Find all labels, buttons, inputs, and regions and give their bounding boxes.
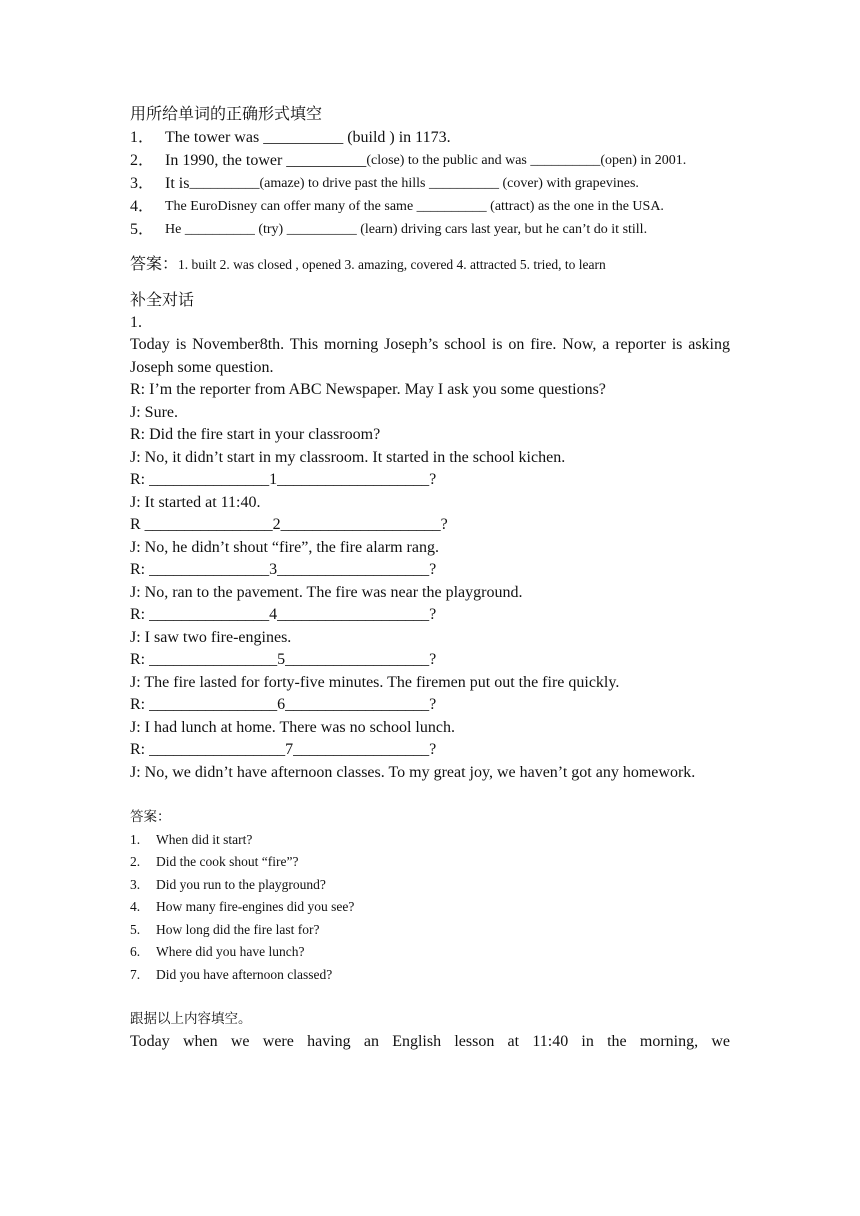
list-number: 5. [130,921,141,937]
exercise-item-3 [130,172,730,195]
list-item [130,919,730,942]
item-text: The tower was __________ (build ) in 1173. [165,129,451,146]
dialogue-line: J: It started at 11:40. [130,493,261,511]
list-text: How many fire-engines did you see? [156,899,355,914]
dialogue-line: J: No, he didn’t shout “fire”, the fire alarm rang. [130,538,439,556]
dialogue-blank-4: R: _______________4___________________? [130,606,437,623]
document-page [130,104,730,1053]
section-title-fill-blanks: 用所给单词的正确形式填空 [130,106,323,123]
exercise-item-5 [130,218,730,241]
item-text-part-b: (close) to the public and was __________(open) in 2001. [366,153,687,168]
dialogue-line: J: Sure. [130,403,178,421]
list-text: Did you run to the playground? [156,876,326,892]
item-number: 2． [130,152,155,169]
list-item [130,829,730,852]
answer-text: 1. built 2. was closed , opened 3. amazing, covered 4. attracted 5. tried, to learn [178,257,606,272]
list-item [130,896,730,919]
list-number: 2. [130,854,141,869]
dialogue-line: R: I’m the reporter from ABC Newspaper. May I ask you some questions? [130,381,606,398]
list-number: 4. [130,899,141,914]
item-number: 1． [130,129,155,146]
exercise-item-4 [130,195,730,218]
list-text: Did the cook shout “fire”? [156,854,299,869]
dialogue-line: J: The fire lasted for forty-five minutes. The firemen put out the fire quickly. [130,673,620,691]
spacer [130,784,730,806]
answer-label: 答案： [130,256,179,273]
list-text: Did you have afternoon classed? [156,966,333,982]
list-number: 3. [130,876,141,892]
item-text-part-b: __________(amaze) to drive past the hills __________ (cover) with grapevines. [189,176,639,191]
dialogue-blank-3: R: _______________3___________________? [130,561,437,578]
item-number: 4． [130,198,155,215]
dialogue-line: J: No, ran to the pavement. The fire was near the playground. [130,583,523,601]
list-text: Where did you have lunch? [156,944,305,959]
dialogue-blank-2: R ________________2____________________? [130,516,448,533]
list-number: 1. [130,831,141,847]
list-number: 7. [130,966,141,982]
dialogue-blank-7: R: _________________7_________________? [130,741,437,758]
exercise-item-1 [130,126,730,149]
item-text: The EuroDisney can offer many of the same __________ (attract) as the one in the USA. [165,199,664,214]
dialogue-last-line: J: No, we didn’t have afternoon classes. To my great joy, we haven’t got any homework. [130,763,696,781]
dialogue-blank-6: R: ________________6__________________? [130,696,437,713]
dialogue-blank-5: R: ________________5__________________? [130,651,437,668]
item-text-part-a: It is [165,175,190,192]
spacer [130,241,730,254]
dialogue-blank-1: R: _______________1___________________? [130,471,437,488]
section-title-summary: 跟据以上内容填空。 [130,1011,252,1026]
list-number: 6. [130,944,141,959]
spacer [130,277,730,290]
dialogue-line: J: I had lunch at home. There was no school lunch. [130,718,455,736]
section-title-dialogue: 补全对话 [130,291,195,309]
dialogue-number: 1. [130,313,142,331]
dialogue-line: J: No, it didn’t start in my classroom. It started in the school kichen. [130,448,566,466]
spacer [130,986,730,1008]
summary-paragraph: Today when we were having an English lesson at 11:40 in the morning, we [130,1032,730,1050]
item-text: He __________ (try) __________ (learn) driving cars last year, but he can’t do it still. [165,222,648,237]
list-item [130,851,730,874]
dialogue-intro: Today is November8th. This morning Joseph’s school is on fire. Now, a reporter is asking Joseph some question. [130,336,730,376]
item-number: 3． [130,175,155,192]
list-item [130,941,730,964]
item-number: 5． [130,221,155,238]
dialogue-line: J: I saw two fire-engines. [130,628,292,646]
list-text: How long did the fire last for? [156,921,320,937]
list-text: When did it start? [156,831,253,847]
exercise-item-2 [130,149,730,172]
list-item [130,874,730,897]
answer-label-2: 答案： [130,809,171,824]
item-text-part-a: In 1990, the tower __________ [165,152,367,169]
dialogue-line: R: Did the fire start in your classroom? [130,426,381,443]
answer-line-1 [130,254,730,277]
answer-list [130,829,730,987]
list-item [130,964,730,987]
